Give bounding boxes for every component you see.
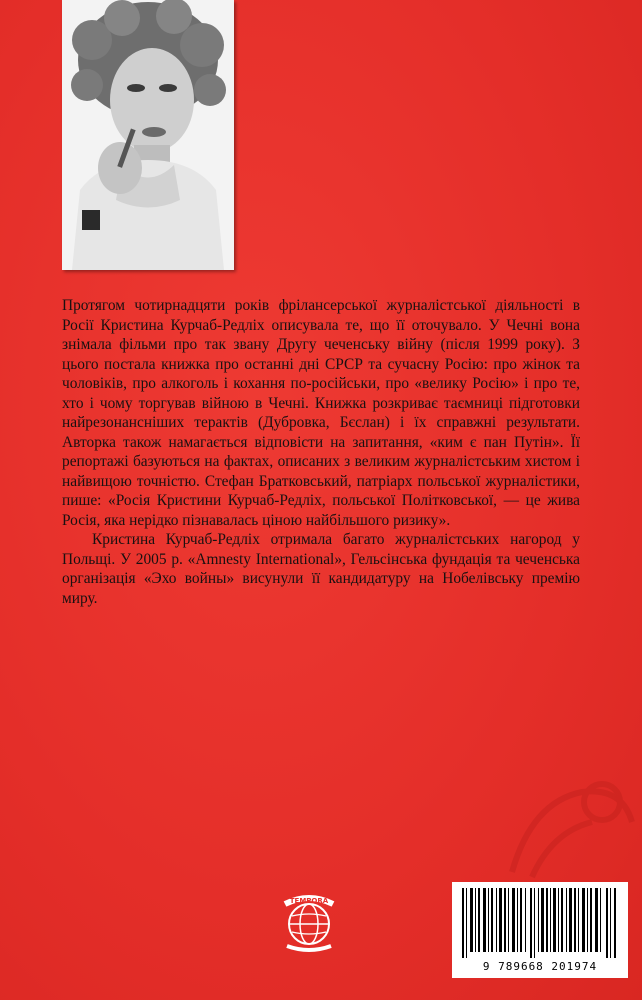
decorative-ornament	[492, 762, 642, 882]
description-paragraph-2: Кристина Курчаб-Редліх отримала багато журналістських нагород у Польщі. У 2005 р. «Amnesty International», Гельсінська фундація та чеченська організація «Эхо войны» висунули її кандидатуру на Нобелівську премію миру.	[62, 531, 580, 607]
author-photo	[62, 0, 234, 270]
publisher-logo-icon	[277, 890, 341, 954]
barcode-icon	[460, 888, 620, 958]
isbn-barcode	[452, 882, 628, 978]
isbn-number: 9 789668 201974	[482, 960, 598, 973]
author-portrait-image	[62, 0, 234, 270]
svg-text:TEMPORA: TEMPORA	[289, 897, 329, 905]
description-paragraph-1: Протягом чотирнадцяти років фріланcерської журналістської діяльності в Росії Кристина Курчаб-Редліх описувала те, що її оточувало. У Чечні вона знімала фільми про так звану Другу чеченську війну (після 1999 року). З цього постала книжка про останні дні СРСР та сучасну Росію: про жінок та чоловіків, про алкоголь і кохання по-російськи, про «велику Росію» і про те, хто і чому торгував війною в Чечні. Книжка розкриває таємниці підготовки найрезонанснiших терактів (Дубровка, Бєслан) і їх справжні результати. Авторка також намагається відповісти на запитання, «ким є пан Путін». Її репортажі базуються на фактах, описаних з великим журналістським хистом і найвищою точністю. Стефан Братковський, патріарх польської журналістики, пише: «Росія Кристини Курчаб-Редліх, польської Політковської, — це жива Росія, яка нерідко пізнавалась ціною найбільшого ризику».	[62, 297, 580, 529]
description-text	[62, 296, 580, 608]
